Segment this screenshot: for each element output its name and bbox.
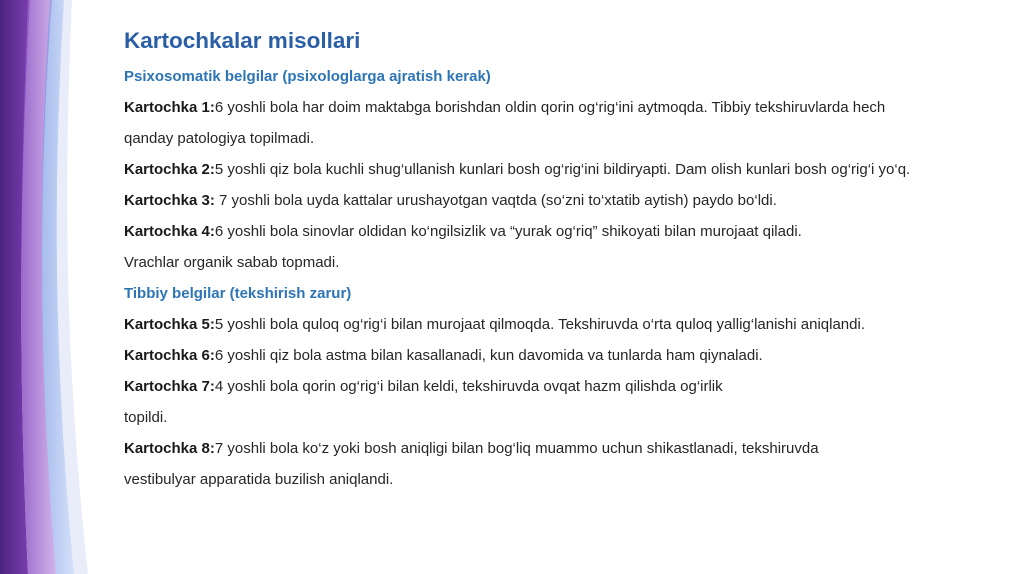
card-1-line-2: qanday patologiya topilmadi. xyxy=(124,130,315,147)
card-2-line-1 xyxy=(124,154,1014,185)
card-6-label: Kartochka 6: xyxy=(124,347,215,364)
card-8-text: 7 yoshli bola ko‘z yoki bosh aniqligi bilan bog‘liq muammo uchun shikastlanadi, tekshiruvda xyxy=(214,440,819,457)
card-2-text: 5 yoshli qiz bola kuchli shug‘ullanish kunlari bosh og‘rig‘ini bildiryapti. Dam olish kunlari bosh og‘rig‘i yo‘q. xyxy=(214,161,911,178)
card-5-label: Kartochka 5: xyxy=(124,316,215,333)
card-7-label: Kartochka 7: xyxy=(124,378,215,395)
card-4-text: 6 yoshli bola sinovlar oldidan ko‘ngilsizlik va “yurak og‘riq” shikoyati bilan murojaat qiladi. xyxy=(214,223,802,240)
card-8-label: Kartochka 8: xyxy=(124,440,215,457)
card-1-line-1 xyxy=(124,92,1014,123)
card-4-line-2: Vrachlar organik sabab topmadi. xyxy=(124,254,340,271)
card-3-text: 7 yoshli bola uyda kattalar urushayotgan vaqtda (so‘zni to‘xtatib aytish) paydo bo‘ldi. xyxy=(214,192,777,209)
slide-content xyxy=(124,26,1014,495)
card-8-line-1 xyxy=(124,433,1014,464)
card-3-label: Kartochka 3: xyxy=(124,192,215,209)
card-7-text: 4 yoshli bola qorin og‘rig‘i bilan keldi, tekshiruvda ovqat hazm qilishda og‘irlik xyxy=(214,378,723,395)
card-3-line-1 xyxy=(124,185,1014,216)
card-5-line-1 xyxy=(124,309,1014,340)
decorative-side-bands xyxy=(0,0,110,574)
card-2-label: Kartochka 2: xyxy=(124,161,215,178)
card-1-text: 6 yoshli bola har doim maktabga borishdan oldin qorin og‘rig‘ini aytmoqda. Tibbiy tekshiruvlarda hech xyxy=(214,99,886,116)
card-5-text: 5 yoshli bola quloq og‘rig‘i bilan murojaat qilmoqda. Tekshiruvda o‘rta quloq yallig‘lanishi aniqlandi. xyxy=(214,316,865,333)
card-8-line-2: vestibulyar apparatida buzilish aniqlandi. xyxy=(124,471,394,488)
card-7-line-2: topildi. xyxy=(124,409,168,426)
section-heading-medical: Tibbiy belgilar (tekshirish zarur) xyxy=(124,285,352,302)
card-1-label: Kartochka 1: xyxy=(124,99,215,116)
card-4-label: Kartochka 4: xyxy=(124,223,215,240)
card-7-line-1 xyxy=(124,371,1014,402)
slide-title: Kartochkalar misollari xyxy=(124,28,361,53)
card-6-text: 6 yoshli qiz bola astma bilan kasallanadi, kun davomida va tunlarda ham qiynaladi. xyxy=(214,347,763,364)
section-heading-psychosomatic: Psixosomatik belgilar (psixologlarga ajratish kerak) xyxy=(124,68,491,85)
card-4-line-1 xyxy=(124,216,1014,247)
card-6-line-1 xyxy=(124,340,1014,371)
